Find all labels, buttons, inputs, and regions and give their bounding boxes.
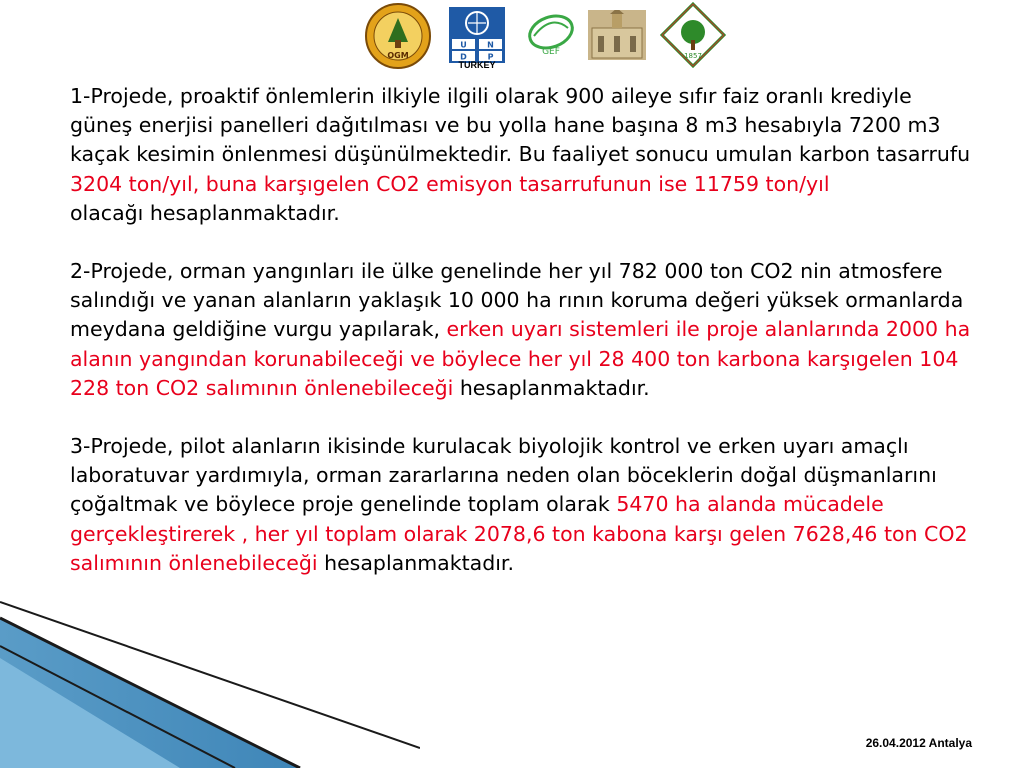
- paragraph-3-lead: -Projede, pilot alanların ikisinde kurulacak biyolojik kontrol ve erken uyarı amaçlı laboratuvar yardımıyla, orman zararlarına neden olan böceklerin doğal düşmanlarını çoğaltmak ve böylece proje genelinde toplam olarak: [70, 434, 937, 517]
- main-content: [70, 82, 980, 607]
- svg-text:P: P: [487, 52, 494, 62]
- paragraph-2-highlight: erken uyarı sistemleri ile proje alanlarında 2000 ha alanın yangından korunabileceği ve böylece her yıl 28 400 ton karbona karşıgelen 104 228 ton CO2 salımının önlenebileceği: [70, 317, 971, 400]
- paragraph-3-tail: hesaplanmaktadır.: [317, 550, 514, 575]
- paragraph-1: [70, 82, 980, 228]
- svg-text:D: D: [460, 52, 467, 62]
- logo-strip: [358, 0, 738, 72]
- footer-date-location: 26.04.2012 Antalya: [865, 736, 972, 750]
- svg-text:U: U: [460, 40, 467, 50]
- seal-logo: [660, 2, 726, 68]
- svg-text:GEF: GEF: [542, 47, 560, 57]
- undp-logo: [448, 6, 506, 64]
- paragraph-3-highlight: 5470 ha alanda mücadele gerçekleştirerek , her yıl toplam olarak 2078,6 ton kabona karşı gelen 7628,46 ton CO2 salımının önlenebileceği: [70, 492, 968, 575]
- paragraph-2: [70, 257, 980, 403]
- turkey-label: TURKEY: [458, 60, 496, 70]
- paragraph-1-highlight: 3204 ton/yıl, buna karşıgelen CO2 emisyon tasarrufunun ise 11759 ton/yıl: [70, 171, 830, 196]
- university-logo: [588, 10, 646, 60]
- ogm-logo: [364, 2, 432, 70]
- svg-text:OGM: OGM: [387, 51, 409, 60]
- paragraph-2-lead: 2-Projede, orman yangınları ile ülke genelinde her yıl 782 000 ton CO2 nin atmosfere salındığı ve yanan alanların yaklaşık 10 000 ha rının koruma değeri yüksek ormanlarda meydana geldiğine vurgu yapılarak,: [70, 259, 964, 342]
- svg-text:N: N: [487, 40, 494, 50]
- gef-logo: [524, 6, 578, 60]
- decorative-swoosh: [0, 598, 420, 768]
- paragraph-1-tail: olacağı hesaplanmaktadır.: [70, 200, 340, 225]
- paragraph-1-lead: 1-Projede, proaktif önlemlerin ilkiyle ilgili olarak 900 aileye sıfır faiz oranlı krediyle güneş enerjisi panelleri dağıtılması ve bu yolla hane başına 8 m3 hesabıyla 7200 m3 kaçak kesimin önlenmesi düşünülmektedir. Bu faaliyet sonucu umulan karbon tasarrufu: [70, 84, 971, 167]
- paragraph-3: [70, 432, 980, 578]
- paragraph-3-number: 3: [70, 434, 84, 459]
- paragraph-2-tail: hesaplanmaktadır.: [453, 375, 650, 400]
- svg-text:1857: 1857: [684, 52, 702, 60]
